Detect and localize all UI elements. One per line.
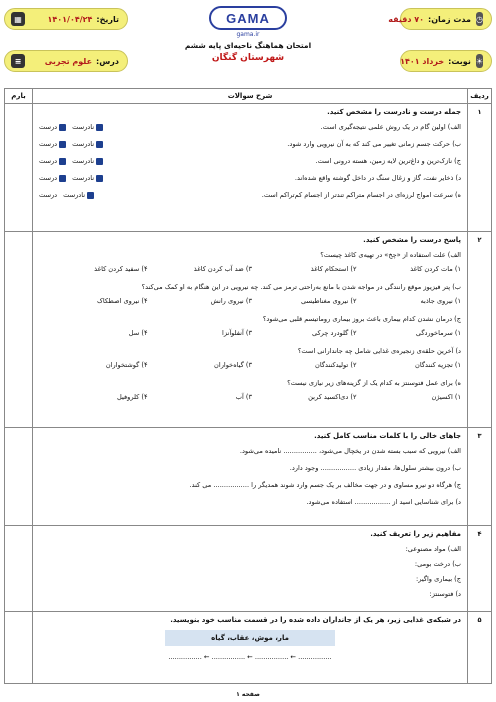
mc-option[interactable]: ۱) مات کردن کاغذ — [410, 265, 461, 273]
false-option[interactable] — [63, 188, 94, 202]
true-checkbox[interactable] — [59, 124, 66, 131]
shift-label: نوبت: — [448, 56, 471, 66]
tf-statement-text: ج) نازک‌ترین و داغ‌ترین لایه زمین، هسته درونی است. — [315, 157, 461, 165]
tf-options — [39, 188, 94, 202]
false-label: نادرست — [72, 174, 95, 182]
false-label: نادرست — [72, 140, 95, 148]
question-title: مفاهیم زیر را تعریف کنید. — [370, 530, 461, 538]
mc-question-text: الف) علت استفاده از «چخ» در تهیه‌ی کاغذ چیست؟ — [320, 251, 461, 259]
tf-statement-row — [39, 154, 461, 171]
table-header — [4, 88, 492, 104]
score-cell — [5, 232, 33, 427]
exam-title-block — [164, 4, 332, 80]
fill-blank-item[interactable]: د) برای شناسایی اسید از ................. استفاده می‌شود. — [306, 498, 461, 506]
true-option[interactable] — [39, 137, 66, 151]
question-2 — [4, 232, 492, 428]
mc-options — [39, 294, 461, 308]
mc-option[interactable]: ۱) سرماخوردگی — [415, 329, 461, 337]
mc-option[interactable]: ۱) اکسیژن — [431, 393, 461, 401]
question-number: ۱ — [467, 104, 491, 231]
city-name: شهرستان گنگان — [211, 53, 285, 63]
false-option[interactable] — [72, 171, 103, 185]
food-chain-blanks: ................ ← ................ ← ................ ← ................ — [168, 653, 332, 661]
mc-option[interactable]: ۴) سل — [128, 329, 148, 337]
definition-item[interactable]: ب) درخت بومی: — [414, 560, 461, 568]
score-cell — [5, 428, 33, 525]
mc-option[interactable]: ۴) سفید کردن کاغذ — [94, 265, 148, 273]
shift-value: خرداد ۱۴۰۱ — [400, 56, 445, 66]
definition-item[interactable]: ج) بیماری واگیر: — [415, 575, 461, 583]
mc-option[interactable]: ۴) نیروی اصطکاک — [96, 297, 148, 305]
score-cell — [5, 104, 33, 231]
mc-option[interactable]: ۲) دی‌اکسید کربن — [308, 393, 357, 401]
book-icon: ≡ — [11, 54, 25, 68]
definition-item[interactable]: الف) مواد مصنوعی: — [405, 545, 461, 553]
subject-value: علوم تجربی — [44, 56, 93, 66]
mc-option[interactable]: ۳) آب — [235, 393, 252, 401]
true-label: درست — [39, 191, 58, 199]
description-header: شرح سوالات — [227, 92, 273, 100]
true-option[interactable] — [39, 120, 66, 134]
true-option[interactable] — [39, 171, 66, 185]
tf-statement-row — [39, 137, 461, 154]
tf-options — [39, 137, 103, 151]
false-checkbox[interactable] — [87, 192, 94, 199]
false-label: نادرست — [72, 157, 95, 165]
date-value: ۱۴۰۱/۰۴/۲۴ — [47, 14, 93, 24]
mc-option[interactable]: ۲) گلودرد چرکی — [312, 329, 357, 337]
score-cell — [5, 612, 33, 683]
mc-option[interactable]: ۳) گیاه‌خواران — [214, 361, 252, 369]
tf-statement-row — [39, 188, 461, 205]
clock-icon: ◷ — [476, 12, 483, 26]
duration-label: مدت زمان: — [428, 14, 472, 24]
subject-label: درس: — [96, 56, 119, 66]
calendar-icon: ▦ — [11, 12, 25, 26]
mc-option[interactable]: ۳) نیروی رانش — [210, 297, 252, 305]
date-pill — [4, 8, 128, 30]
tf-statement-text: الف) اولین گام در یک روش علمی نتیجه‌گیری است. — [320, 123, 461, 131]
question-5 — [4, 612, 492, 684]
mc-question-text: د) آخرین حلقه‌ی زنجیره‌ی غذایی شامل چه جاندارانی است؟ — [297, 347, 461, 355]
shift-pill — [400, 50, 492, 72]
sun-icon: ☀ — [476, 54, 483, 68]
false-option[interactable] — [72, 120, 103, 134]
mc-options — [39, 262, 461, 276]
question-title: پاسخ درست را مشخص کنید. — [363, 236, 461, 244]
mc-options — [39, 358, 461, 372]
mc-option[interactable]: ۱) نیروی جاذبه — [420, 297, 461, 305]
true-label: درست — [39, 157, 58, 165]
logo-subtext: gama.ir — [236, 31, 260, 38]
true-label: درست — [39, 174, 58, 182]
false-option[interactable] — [72, 154, 103, 168]
duration-pill — [388, 8, 492, 30]
tf-statement-row — [39, 171, 461, 188]
tf-statement-row — [39, 120, 461, 137]
question-title: جمله درست و نادرست را مشخص کنید. — [327, 108, 461, 116]
tf-options — [39, 120, 103, 134]
mc-option[interactable]: ۲) استحکام کاغذ — [310, 265, 357, 273]
fill-blank-item[interactable]: ج) هرگاه دو نیرو مساوی و در جهت مخالف بر یک جسم وارد شوند همدیگر را ................. می کند. — [189, 481, 461, 489]
true-label: درست — [39, 140, 58, 148]
mc-option[interactable]: ۳) ضد آب کردن کاغذ — [193, 265, 252, 273]
false-checkbox[interactable] — [96, 141, 103, 148]
mc-question-text: ه) برای عمل فتوسنتز به کدام یک از گزینه‌های زیر نیازی نیست؟ — [287, 379, 461, 387]
score-cell — [5, 526, 33, 611]
false-checkbox[interactable] — [96, 124, 103, 131]
mc-options — [39, 326, 461, 340]
exam-title: امتحان هماهنگ ناحیه‌ای پایه ششم — [184, 41, 312, 50]
tf-options — [39, 154, 103, 168]
question-number: ۲ — [467, 232, 491, 427]
page-number: صفحه ۱ — [236, 691, 260, 698]
question-1 — [4, 104, 492, 232]
row-header: ردیف — [467, 89, 491, 103]
fill-blank-item[interactable]: ب) درون بیشتر سلول‌ها، مقدار زیادی ................. وجود دارد. — [289, 464, 461, 472]
true-checkbox[interactable] — [59, 158, 66, 165]
true-checkbox[interactable] — [59, 175, 66, 182]
mc-question-text: ج) درمان نشدن کدام بیماری باعث بروز بیماری روماتیسم قلبی می‌شود؟ — [262, 315, 461, 323]
mc-option[interactable]: ۳) آنفلوآنزا — [222, 329, 252, 337]
false-label: نادرست — [63, 191, 86, 199]
gama-logo: GAMA — [209, 6, 287, 30]
false-checkbox[interactable] — [96, 175, 103, 182]
exam-header — [4, 4, 492, 80]
subject-pill — [4, 50, 128, 72]
tf-statement-text: ب) حرکت جسم زمانی تغییر می کند که به آن نیرویی وارد شود. — [287, 140, 461, 148]
date-label: تاریخ: — [96, 14, 119, 24]
definition-item[interactable]: د) فتوسنتز: — [429, 590, 461, 598]
mc-option[interactable]: ۲) نیروی مغناطیسی — [301, 297, 357, 305]
mc-option[interactable]: ۱) تجزیه کنندگان — [415, 361, 461, 369]
false-option[interactable] — [72, 137, 103, 151]
true-checkbox[interactable] — [59, 141, 66, 148]
mc-option[interactable]: ۲) تولیدکنندگان — [315, 361, 357, 369]
score-header: بارم — [5, 89, 33, 103]
false-label: نادرست — [72, 123, 95, 131]
mc-options — [39, 390, 461, 404]
fill-blank-item[interactable]: الف) نیرویی که سبب بسته شدن در یخچال می‌شود، ................ نامیده می‌شود. — [239, 447, 461, 455]
question-number: ۳ — [467, 428, 491, 525]
question-4 — [4, 526, 492, 612]
question-title: در شبکه‌ی غذایی زیر، هر یک از جانداران داده شده را در قسمت مناسب خود بنویسید. — [170, 616, 461, 624]
organisms-box: مار، موش، عقاب، گیاه — [165, 630, 335, 646]
false-checkbox[interactable] — [96, 158, 103, 165]
duration-value: ۷۰ دقیقه — [388, 14, 425, 24]
question-title: جاهای خالی را با کلمات مناسب کامل کنید. — [314, 432, 461, 440]
true-option[interactable] — [39, 154, 66, 168]
mc-question-text: ب) پتر فیزیوز موقع رانندگی در مواجه شدن با مانع به‌راحتی ترمز می کند. چه نیرویی در این هنگام به او کمک می‌کند؟ — [141, 283, 461, 291]
tf-statement-text: د) ذخایر نفت، گاز و زغال سنگ در داخل گوشته واقع شده‌اند. — [294, 174, 461, 182]
question-3 — [4, 428, 492, 526]
tf-statement-text: ه) سرعت امواج لرزه‌ای در اجسام متراکم تندتر از اجسام کم‌تراکم است. — [261, 191, 461, 199]
mc-option[interactable]: ۴) کلروفیل — [117, 393, 148, 401]
true-label: درست — [39, 123, 58, 131]
tf-options — [39, 171, 103, 185]
mc-option[interactable]: ۴) گوشتخواران — [105, 361, 148, 369]
question-number: ۴ — [467, 526, 491, 611]
true-option[interactable] — [39, 188, 57, 202]
question-number: ۵ — [467, 612, 491, 683]
